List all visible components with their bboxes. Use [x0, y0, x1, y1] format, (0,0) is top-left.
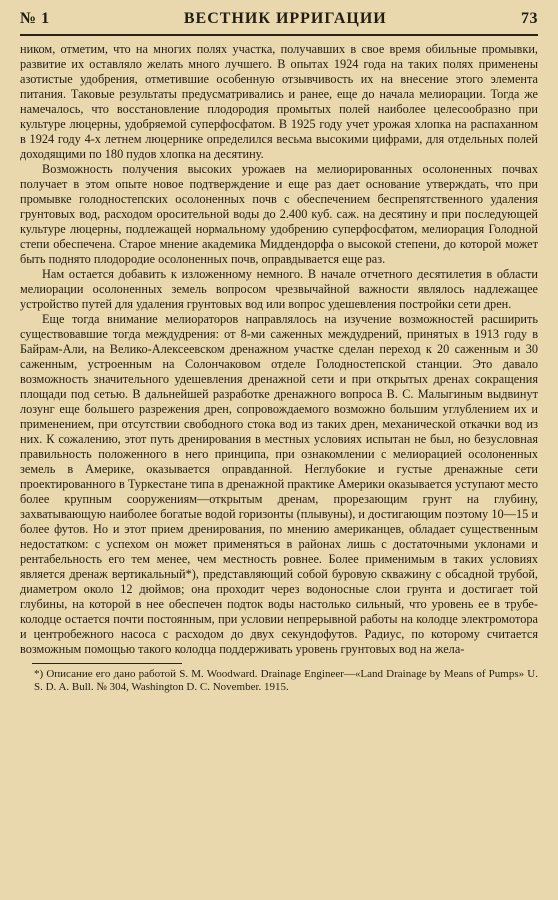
page-number: 73: [521, 10, 538, 27]
journal-title: ВЕСТНИК ИРРИГАЦИИ: [183, 10, 387, 27]
footnote: *) Описание его дано работой S. M. Woodward. Drainage Engineer—«Land Drainage by Means of Pumps» U. S. D. A. Bull. № 304, Washington D. C. November. 1915.: [34, 668, 538, 693]
body-text: [20, 42, 538, 657]
paragraph-2: Возможность получения высоких урожаев на мелиорированных осолоненных почвах получает в этом опыте новое подтверждение и еще раз дает основание утверждать, что при промывке голодностепских осолоненных почв с обеспечением беспрепятственного удаления грунтовых вод, расходом оросительной воды до 2.400 куб. саж. на десятину и при последующей культуре люцерны, подлежащей нормальному удобрению суперфосфатом, мелиорация Голодной степи обеспечена. Старое мнение академика Миддендорфа о высокой степени, до которой может быть поднято плодородие осолоненных почв, оправдывается еще раз.: [20, 162, 538, 266]
paragraph-3: Нам остается добавить к изложенному немного. В начале отчетного десятилетия в области мелиорации осолоненных земель вопросом чрезвычайной важности являлось надлежащее устройство путей для удаления грунтовых вод или вопрос удешевления постройки сети дрен.: [20, 267, 538, 311]
paragraph-1: ником, отметим, что на многих полях участка, получавших в свое время обильные промывки, развитие их оставляло желать много лучшего. В опытах 1924 года на таких полях применены азотистые удобрения, отметившие особенную отзывчивость их на внесение этого элемента питания. Таковые результаты предусматривались и ранее, еще до начала мелиорации. Тогда же намечалось, что восстановление плодородия промытых полей наиболее целесообразно при культуре люцерны, удобряемой суперфосфатом. В 1925 году учет урожая хлопка на распаханном в 1924 году 4-х летнем люцернике определился весьма высокими цифрами, для отдельных полей доходящими по 180 пудов хлопка на десятину.: [20, 42, 538, 161]
paragraph-4: Еще тогда внимание мелиораторов направлялось на изучение возможностей расширить существовавшие тогда междудрения: от 8-ми саженных междудрений, принятых в 1913 году в Байрам-Али, на Велико-Алексеевском дренажном участке сделан переход к 20 саженным и 30 саженным, устроенным на Солончаковом отделе Голодностепской станции. Это давало возможность значительного удешевления дренажной сети и при открытых дренах сокращения площади под сетью. В дальнейшей разработке дренажного вопроса В. С. Малыгиным выдвинут лозунг еще большего разрежения дрен, сопровождаемого возможно большим углублением их и применением, при отсутствии свободного стока вод из таких дрен, механической откачки вод из них. К сожалению, этот путь дренирования в местных условиях испытан не был, но безусловная правильность положенного в него принципа, при ознакомлении с мелиорацией осолоненных земель в Америке, оказывается оправданной. Неглубокие и густые дренажные сети проектированного в Туркестане типа в дренажной практике Америки оказывается уступают место более крупным сооружениям—открытым дренам, прорезающим грунт на глубину, захватывающую наиболее богатые водой горизонты (плывуны), и достигающим поэтому 10—15 и более футов. Но и этот прием дренирования, по мнению американцев, обладает существенным недостатком: с успехом он может применяться в районах лишь с достаточными уклонами и рентабельность его тем менее, чем местность ровнее. Более применимым в таких условиях является дренаж вертикальный*), представляющий собой буровую скважину с обсадной трубой, диаметром около 12 дюймов; она проходит через водоносные слои грунта и достигает той глубины, на которой в нее обеспечен подток воды настолько сильный, что уровень ее в трубе-колодце остается почти постоянным, при условии непрерывной работы на колодце электромотора и центробежного насоса с расходом до двух секундофутов. Радиус, по которому считается возможным помощью такого колодца поддерживать уровень грунтовых вод на жела-: [20, 312, 538, 656]
footnote-rule: [32, 663, 182, 664]
header-rule: [20, 34, 538, 36]
issue-number: № 1: [20, 10, 50, 27]
running-head: [20, 10, 538, 32]
